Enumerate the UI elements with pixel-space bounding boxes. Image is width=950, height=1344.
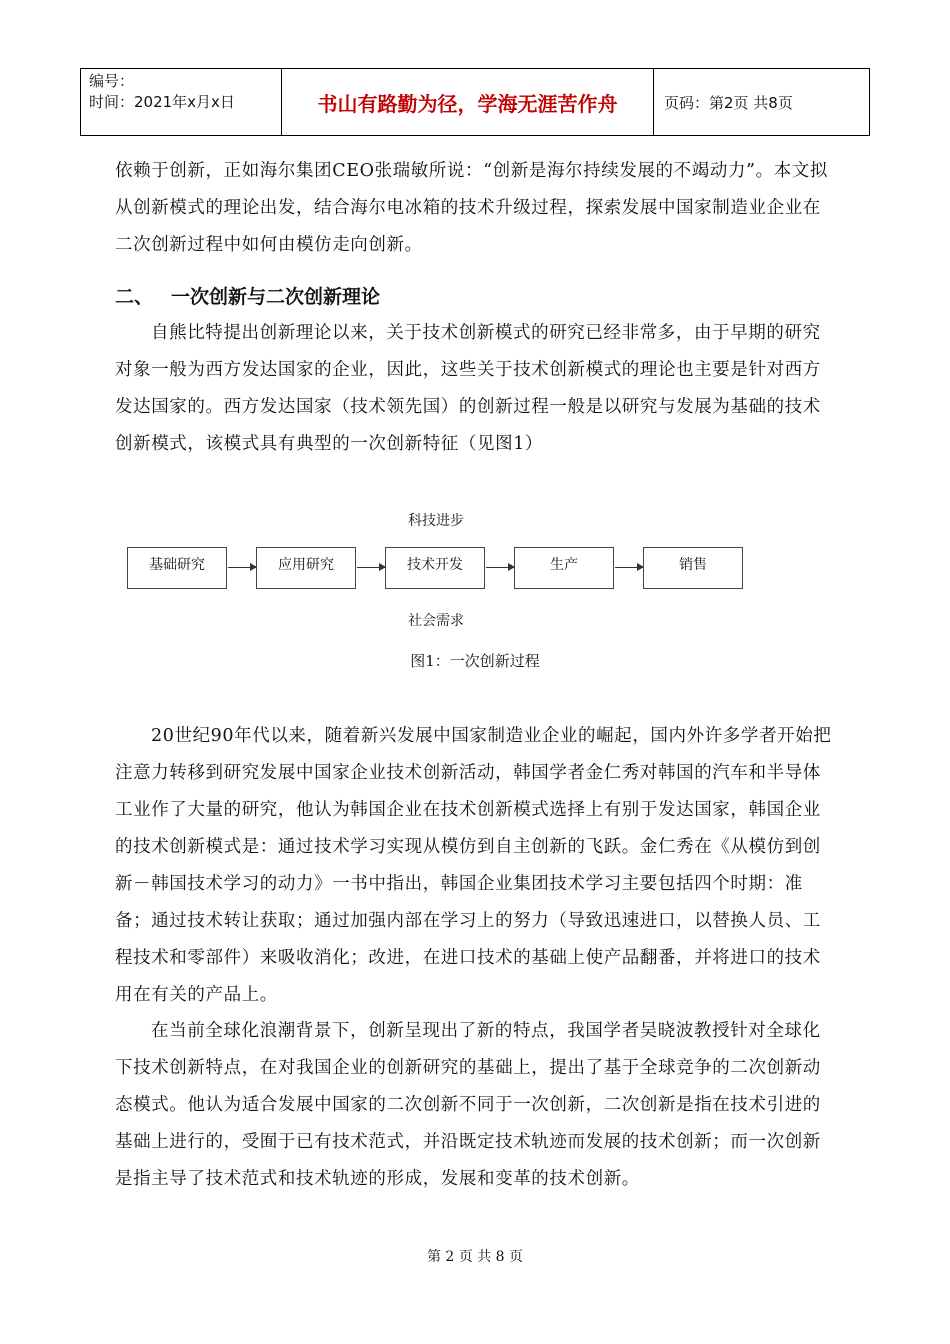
diagram-top-label: 科技进步: [408, 513, 464, 529]
page-footer: 第 2 页 共 8 页: [426, 1249, 524, 1265]
time-label: 时间：2021年x月x日: [89, 93, 235, 111]
arrow-2: [357, 567, 385, 568]
step-box-applied-research: 应用研究: [256, 547, 356, 589]
diagram-bottom-label: 社会需求: [408, 613, 464, 629]
step-box-tech-development: 技术开发: [385, 547, 485, 589]
figure-caption: 图1：一次创新过程: [410, 652, 540, 670]
section-title: 一次创新与二次创新理论: [171, 286, 381, 308]
arrow-3: [486, 567, 514, 568]
section-heading: [115, 282, 380, 309]
paragraph-secondary-innovation: 在当前全球化浪潮背景下，创新呈现出了新的特点，我国学者吴晓波教授针对全球化下技术创新特点，在对我国企业的创新研究的基础上，提出了基于全球竞争的二次创新动态模式。他认为适合发展中国家的二次创新不同于一次创新，二次创新是指在技术引进的基础上进行的，受囿于已有技术范式，并沿既定技术轨迹而发展的技术创新；而一次创新是指主导了技术范式和技术轨迹的形成，发展和变革的技术创新。: [115, 1021, 821, 1189]
section-number: 二、: [115, 286, 154, 308]
number-label: 编号：: [89, 72, 135, 90]
header-table: [80, 68, 870, 136]
step-box-basic-research: 基础研究: [127, 547, 227, 589]
header-motto: 书山有路勤为径，学海无涯苦作舟: [282, 69, 654, 135]
paragraph-theory: 自熊比特提出创新理论以来，关于技术创新模式的研究已经非常多，由于早期的研究对象一般为西方发达国家的企业，因此，这些关于技术创新模式的理论也主要是针对西方发达国家的。西方发达国家（技术领先国）的创新过程一般是以研究与发展为基础的技术创新模式，该模式具有典型的一次创新特征（见图1）: [115, 323, 821, 454]
paragraph-intro-continued: 依赖于创新，正如海尔集团CEO张瑞敏所说：“创新是海尔持续发展的不竭动力”。本文拟从创新模式的理论出发，结合海尔电冰箱的技术升级过程，探索发展中国家制造业企业在二次创新过程中如何由模仿走向创新。: [115, 161, 829, 255]
paragraph-korea-study: 20世纪90年代以来，随着新兴发展中国家制造业企业的崛起，国内外许多学者开始把注意力转移到研究发展中国家企业技术创新活动，韩国学者金仁秀对韩国的汽车和半导体工业作了大量的研究，他认为韩国企业在技术创新模式选择上有别于发达国家，韩国企业的技术创新模式是：通过技术学习实现从模仿到自主创新的飞跃。金仁秀在《从模仿到创新－韩国技术学习的动力》一书中指出，韩国企业集团技术学习主要包括四个时期：准备；通过技术转让获取；通过加强内部在学习上的努力（导致迅速进口，以替换人员、工程技术和零部件）来吸收消化；改进，在进口技术的基础上使产品翻番，并将进口的技术用在有关的产品上。: [115, 726, 832, 1005]
arrow-4: [615, 567, 643, 568]
arrow-1: [228, 567, 256, 568]
header-meta: [81, 69, 282, 135]
step-box-production: 生产: [514, 547, 614, 589]
header-page-info: 页码：第2页 共8页: [664, 93, 793, 112]
step-box-sales: 销售: [643, 547, 743, 589]
